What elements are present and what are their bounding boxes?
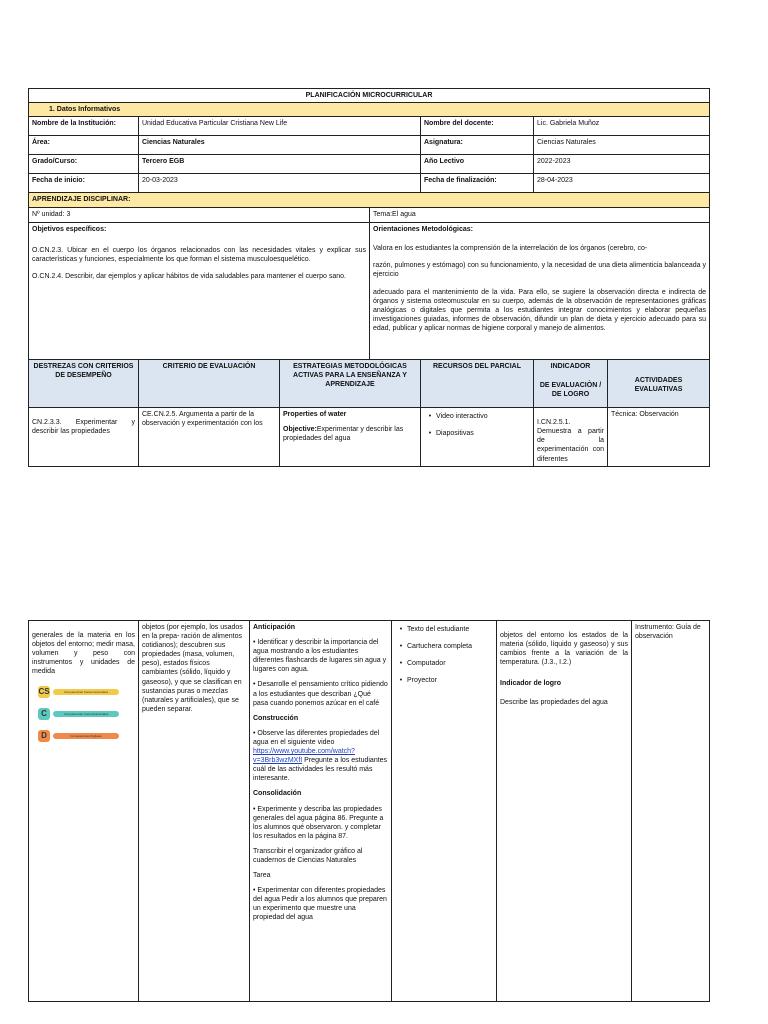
col-recursos: RECURSOS DEL PARCIAL [421,360,534,408]
col-destrezas: DESTREZAS CON CRITERIOS DE DESEMPEÑO [29,360,139,408]
construccion-2: Pregunte a los estudiantes cuál de las actividades les resultó más interesante. [253,757,388,783]
consolidacion-title: Consolidación [253,790,302,798]
objective-2: O.CN.2.4. Describir, dar ejemplos y aplicar hábitos de vida saludables para mantener el cuerpo sano. [32,273,346,281]
row2-recursos [392,621,497,1002]
objective-1: O.CN.2.3. Ubicar en el cuerpo los órganos relacionados con las necesidades vitales y explicar sus características y funciones, especialmente los que forman el sistema musculoesquelético. [32,247,366,264]
unit-theme: Tema:El agua [370,208,710,223]
start-date-label: Fecha de inicio: [29,174,139,193]
digital-label: Competencias Digitales [53,733,119,739]
planning-table-top [28,88,710,467]
area-label: Área: [29,136,139,155]
section-aprendizaje: APRENDIZAJE DISCIPLINAR: [29,193,710,208]
competencias-comunicacionales-badge [38,708,135,720]
planning-table-bottom [28,620,710,1002]
construccion-block [253,729,388,784]
row2-destreza-cell [29,621,139,1002]
objectives-title: Objetivos específicos: [32,226,107,234]
list-item: • Cartuchera completa [399,643,472,651]
row1-estrategia-title: Properties of water [283,411,347,419]
competencias-digitales-badge [38,730,135,742]
orientations-cell [370,223,710,360]
row1-actividades: Técnica: Observación [608,408,710,466]
col-estrategias: ESTRATEGIAS METODOLÓGICAS ACTIVAS PARA LA ENSEÑANZA Y APRENDIZAJE [280,360,421,408]
row2-actividades: Instrumento: Guía de observación [632,621,710,1002]
row2-destreza: generales de la materia en los objetos del entorno; medir masa, volumen y peso con instrumentos y unidades de medida [32,632,135,676]
digital-icon: D [38,730,50,742]
list-item: • Video interactivo [428,413,488,421]
subject-label: Asignatura: [421,136,534,155]
row2-estrategia [250,621,392,1002]
row1-criterio: CE.CN.2.5. Argumenta a partir de la observación y experimentación con los [139,408,280,466]
list-item: • Proyector [399,677,437,685]
tarea-title: Tarea [253,872,271,880]
tarea-1: • Experimentar con diferentes propiedades del agua Pedir a los alumnos que preparen un experimento que muestre una propiedad del agua [253,887,387,922]
objectives-cell [29,223,370,360]
teacher-value: Lic. Gabriela Muñoz [534,117,710,136]
subject-value: Ciencias Naturales [534,136,710,155]
socioemocional-icon: CS [38,686,50,698]
row1-indicador: I.CN.2.5.1. Demuestra a partir de la experimentación con diferentes [534,408,608,466]
row2-criterio: objetos (por ejemplo, los usados en la prepa- ración de alimentos cotidianos); descubren sus propiedades (masa, volumen, peso), estados físicos cambiantes (sólido, líquido y gaseoso), y que se clasifican en sustancias puras o mezclas (naturales y artificiales), que se pueden separar. [139,621,250,1002]
grade-label: Grado/Curso: [29,155,139,174]
row1-estrategia [280,408,421,466]
teacher-label: Nombre del docente: [421,117,534,136]
construccion-1: • Observe las diferentes propiedades del agua en el siguiente video [253,729,380,746]
consolidacion-1: • Experimente y describa las propiedades generales del agua página 86. Pregunte a los alumnos qué observaron. y completar los resultados en la página 87. [253,805,384,840]
end-date-label: Fecha de finalización: [421,174,534,193]
anticipacion-1: • Identificar y describir la importancia del agua mostrando a los estudiantes diferentes flashcards de lugares sin agua y lugares con agua. [253,639,387,674]
row1-destreza: CN.2.3.3. Experimentar y describir las propiedades [29,408,139,466]
row1-objective-text: Experimentar y describir las propiedades del agua [283,426,404,443]
col-criterio: CRITERIO DE EVALUACIÓN [139,360,280,408]
row2-indicador-text: objetos del entorno los estados de la materia (sólido, líquido y gaseoso) y sus cambios frente a la variación de la temperatura. (J.3., I.2.) [500,632,628,667]
comunicacional-label: Competencias Comunicacionales [53,711,119,717]
competencias-socioemocionales-badge [38,686,135,698]
orientations-title: Orientaciones Metodológicas: [373,226,473,234]
page-title: PLANIFICACIÓN MICROCURRICULAR [29,89,710,103]
unit-number: Nº unidad: 3 [29,208,370,223]
col-indicador [534,360,608,408]
row1-recursos [421,408,534,466]
list-item: • Diapositivas [428,430,474,438]
col-indicador-line2: DE EVALUACIÒN / DE LOGRO [539,382,602,399]
consolidacion-2: Transcribir el organizador gráfico al cuadernos de Ciencias Naturales [253,847,363,864]
col-indicador-line1: INDICADOR [550,363,591,371]
logro-title: Indicador de logro [500,680,562,688]
year-value: 2022-2023 [534,155,710,174]
area-value: Ciencias Naturales [139,136,421,155]
orientation-1: Valora en los estudiantes la comprensión de la interrelación de los órganos (cerebro, co- [373,245,648,253]
institution-label: Nombre de la Institución: [29,117,139,136]
orientation-3: adecuado para el mantenimiento de la vida. Para ello, se sugiere la observación directa e indirecta de órganos y sistema osteomuscular en su cuerpo, además de la observación de representaciones gráficas analógicas o digitales que permita a los estudiantes integrar conocimientos y elaborar pequeñas investigaciones guiadas, informes de observación, difundir un plan de dieta y ejercicio adecuado para su edad, publicar y aplicar normas de higiene corporal y manejo de alimentos. [373,288,707,332]
row1-objective-label: Objective: [283,426,317,434]
list-item: • Computador [399,660,446,668]
start-date-value: 20-03-2023 [139,174,421,193]
construccion-title: Construcción [253,714,299,722]
institution-value: Unidad Educativa Particular Cristiana New Life [139,117,421,136]
list-item: • Texto del estudiante [399,626,470,633]
youtube-link[interactable]: https://www.youtube.com/watch?v=3Brb3wzMXfI [253,748,355,765]
row1-objective [283,425,417,443]
socioemocional-label: Competencias Socioemocionales [53,689,119,695]
comunicacional-icon: C [38,708,50,720]
grade-value: Tercero EGB [139,155,421,174]
row2-indicador [497,621,632,1002]
anticipacion-title: Anticipación [253,624,296,631]
end-date-value: 28-04-2023 [534,174,710,193]
year-label: Año Lectivo [421,155,534,174]
logro-text: Describe las propiedades del agua [500,699,608,707]
section-datos-informativos: 1. Datos Informativos [29,103,710,117]
orientation-2: razón, pulmones y estómago) con su funcionamiento, y la necesidad de una dieta alimenticia balanceada y ejercicio [373,262,707,279]
anticipacion-2: • Desarrolle el pensamiento crítico pidiendo a los estudiantes que describan ¿Qué pasa cuando ponemos azúcar en el café [253,681,388,707]
col-actividades: ACTIVIDADES EVALUATIVAS [608,360,710,408]
